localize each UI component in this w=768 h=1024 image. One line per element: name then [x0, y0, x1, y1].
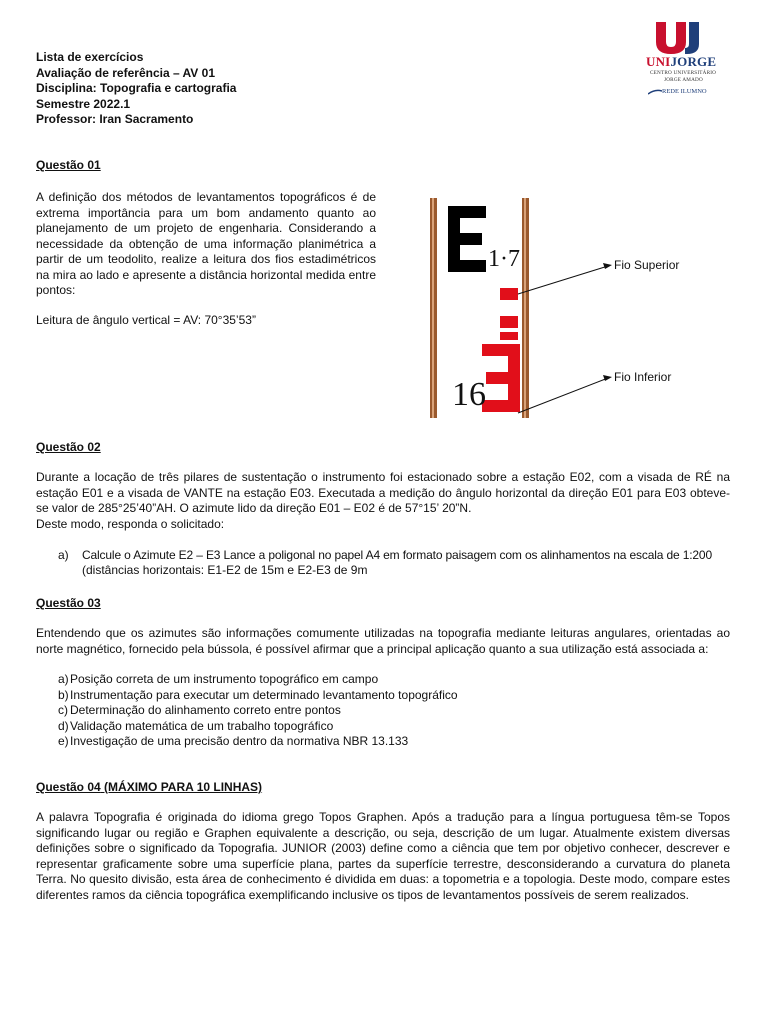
label-fio-inferior: Fio Inferior — [614, 370, 672, 384]
unijorge-logo — [640, 20, 730, 100]
q3-option-text: Investigação de uma precisão dentro da normativa NBR 13.133 — [70, 734, 409, 748]
logo-name-uni: UNI — [646, 54, 671, 69]
q2-item-line-1: Calcule o Azimute E2 – E3 Lance a poligonal no papel A4 em formato paisagem com os alinhamentos na escala de 1:200 — [82, 548, 712, 562]
rede-swoosh-icon — [648, 89, 662, 95]
fio-superior-arrowhead — [603, 263, 612, 269]
q4-title: Questão 04 — [36, 780, 101, 794]
q2-item-letter: a) — [58, 548, 69, 562]
q2-item-line-2: (distâncias horizontais: E1-E2 de 15m e E2-E3 de 9m — [82, 563, 368, 577]
q3-text: Entendendo que os azimutes são informações comumente utilizadas na topografia mediante leituras angulares, orientadas ao norte magnético, fornecido pela bússola, é possível afirmar que a principal aplicação quanto a sua utilização está associada a: — [36, 626, 730, 656]
q4-title-rest: (MÁXIMO PARA 10 LINHAS) — [100, 780, 263, 794]
q3-title: Questão 03 — [36, 596, 101, 610]
mira-reading-bottom: 16 — [452, 376, 486, 413]
q3-option-letter: e) — [58, 734, 69, 748]
header-line-semester: Semestre 2022.1 — [36, 96, 131, 111]
header-line-discipline: Disciplina: Topografia e cartografia — [36, 81, 237, 95]
q1-angle: Leitura de ângulo vertical = AV: 70°35’53” — [36, 313, 256, 327]
logo-mark-icon — [640, 20, 730, 54]
q2-title: Questão 02 — [36, 440, 101, 454]
q3-option-letter: b) — [58, 687, 69, 702]
q3-option-e — [36, 734, 730, 750]
q2-text: Durante a locação de três pilares de sustentação o instrumento foi estacionado sobre a estação E02, com a visada de RÉ na estação E01 e a visada de VANTE na estação E03. Executada a medição do ângulo horizontal da direção E01 para E03 obteve-se valor de 285°25’40”AH. O azimute lido da direção E01 – E02 é de 57°15’ 20”N. — [36, 470, 730, 515]
logo-name-jorge: JORGE — [670, 54, 717, 69]
q3-option-text: Posição correta de um instrumento topográfico em campo — [70, 672, 379, 686]
q2-text-2: Deste modo, responda o solicitado: — [36, 517, 225, 531]
q3-option-text: Validação matemática de um trabalho topográfico — [70, 718, 334, 733]
q3-option-c — [36, 703, 730, 719]
q3-options — [36, 672, 730, 750]
q3-option-letter: d) — [58, 718, 69, 733]
logo-subtitle-1: CENTRO UNIVERSITÁRIO — [650, 70, 717, 76]
fio-inferior-arrowhead — [603, 375, 612, 381]
q3-option-d — [36, 719, 730, 735]
fio-superior-arrow — [518, 266, 608, 294]
logo-rede: REDE ILUMNO — [662, 88, 707, 95]
header-line-evaluation: Avaliação de referência – AV 01 — [36, 65, 215, 80]
logo-subtitle-2: JORGE AMADO — [664, 77, 703, 83]
q1-title: Questão 01 — [36, 158, 101, 172]
q3-option-text: Determinação do alinhamento correto entre pontos — [70, 703, 341, 717]
mira-reading-top: 1·7 — [488, 246, 520, 272]
q3-option-letter: c) — [58, 703, 68, 717]
header-line-list: Lista de exercícios — [36, 50, 144, 64]
q3-option-letter: a) — [58, 672, 69, 686]
mira-figure — [430, 198, 710, 422]
fio-inferior-arrow — [518, 378, 608, 413]
logo-wordmark — [646, 54, 716, 70]
q4-text: A palavra Topografia é originada do idioma grego Topos Graphen. Após a tradução para a língua portuguesa têm-se Topos significando lugar ou região e Graphen equivalente a descrição, ou seja, descrição de um lugar. Atualmente existem diversas definições sobre o significado da Topografia. JUNIOR (2003) define como a ciência que tem por objetivo conhecer, descrever e representar graficamente sobre uma superfície plana, partes da superfície terrestre, desconsiderando a curvatura do planeta Terra. No quesito divisão, esta área de conhecimento é dividida em duas: a topometria e a topologia. Deste modo, compare estes diferentes ramos da ciência topográfica exemplificando inclusive os tipos de levantamentos possíveis de serem realizados. — [36, 810, 730, 902]
label-fio-superior: Fio Superior — [614, 258, 680, 272]
document-header — [36, 50, 236, 128]
q1-text: A definição dos métodos de levantamentos topográficos é de extrema importância para um bom andamento quanto ao planejamento de um projeto de engenharia. Considerando a necessidade da obtenção de uma informação planimétrica a partir de um teodolito, realize a leitura dos fios estadimétricos na mira ao lado e apresente a distância horizontal medida entre pontos: — [36, 190, 376, 297]
q3-option-text: Instrumentação para executar um determinado levantamento topográfico — [70, 687, 458, 702]
mira-arrows — [430, 198, 710, 422]
q3-option-b — [36, 688, 730, 704]
q4-title-row — [36, 780, 262, 794]
header-line-professor: Professor: Iran Sacramento — [36, 112, 194, 126]
q3-option-a — [36, 672, 730, 688]
